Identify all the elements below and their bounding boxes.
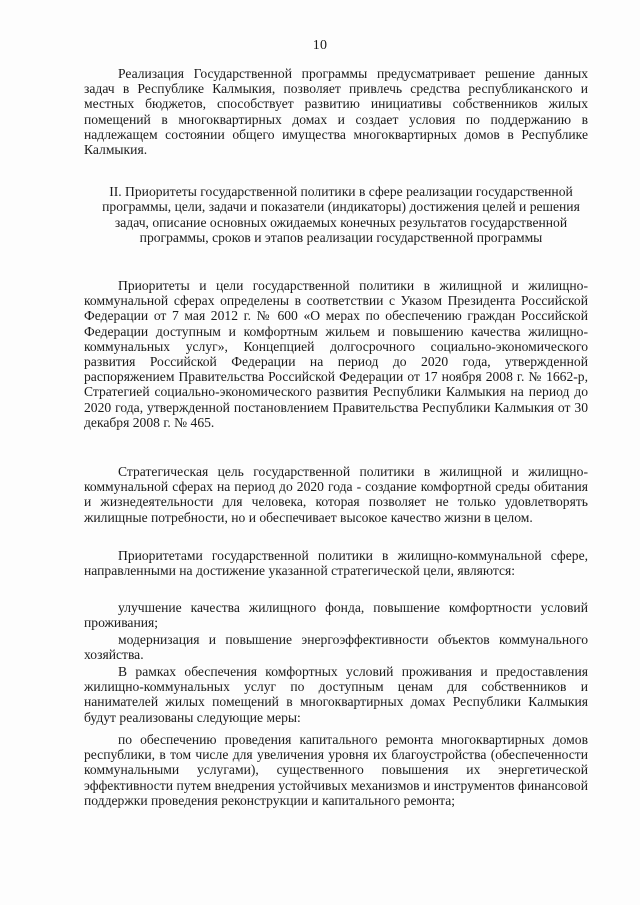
list-item-housing-quality: улучшение качества жилищного фонда, повышение комфортности условий проживания; [84,600,588,631]
body-paragraph-strategic-goal: Стратегическая цель государственной политики в жилищной и жилищно-коммунальной сферах на период до 2020 года - создание комфортной среды обитания и жизнедеятельности для человека, которая позволяет не только удовлетворять жилищные потребности, но и обеспечивает высокое качество жизни в целом. [84,464,588,525]
page-number: 10 [312,38,328,53]
body-paragraph-priority-list-intro: Приоритетами государственной политики в жилищно-коммунальной сфере, направленными на достижение указанной стратегической цели, являются: [84,548,588,579]
section-heading: II. Приоритеты государственной политики в сфере реализации государственной программы, цели, задачи и показатели (индикаторы) достижения целей и решения задач, описание основных ожидаемых конечных результатов государственной программы, сроков и этапов реализации государственной программы [102,184,580,246]
intro-paragraph: Реализация Государственной программы предусматривает решение данных задач в Республике Калмыкия, позволяет привлечь средства республиканского и местных бюджетов, способствует развитию инициативы собственников жилых помещений в многоквартирных домах и создает условия по поддержанию в надлежащем состоянии общего имущества многоквартирных домов в Республике Калмыкия. [84,66,588,158]
body-paragraph-measures-intro: В рамках обеспечения комфортных условий проживания и предоставления жилищно-коммунальных услуг по доступным ценам для собственников и нанимателей жилых помещений в многоквартирных домах Республики Калмыкия будут реализованы следующие меры: [84,664,588,725]
list-item-modernization: модернизация и повышение энергоэффективности объектов коммунального хозяйства. [84,632,588,663]
list-item-capital-repair: по обеспечению проведения капитального ремонта многоквартирных домов республики, в том числе для увеличения уровня их благоустройства (обеспеченности коммунальными услугами), существенного повышения их энергетической эффективности путем внедрения устойчивых механизмов и инструментов финансовой поддержки проведения реконструкции и капитального ремонта; [84,732,588,808]
body-paragraph-priorities: Приоритеты и цели государственной политики в жилищной и жилищно-коммунальной сферах определены в соответствии с Указом Президента Российской Федерации от 7 мая 2012 г. № 600 «О мерах по обеспечению граждан Российской Федерации доступным и комфортным жильем и повышению качества жилищно-коммунальных услуг», Концепцией долгосрочного социально-экономического развития Российской Федерации на период до 2020 года, утвержденной распоряжением Правительства Российской Федерации от 17 ноября 2008 г. № 1662-р, Стратегией социально-экономического развития Республики Калмыкия на период до 2020 года, утвержденной постановлением Правительства Республики Калмыкия от 30 декабря 2008 г. № 465. [84,278,588,430]
